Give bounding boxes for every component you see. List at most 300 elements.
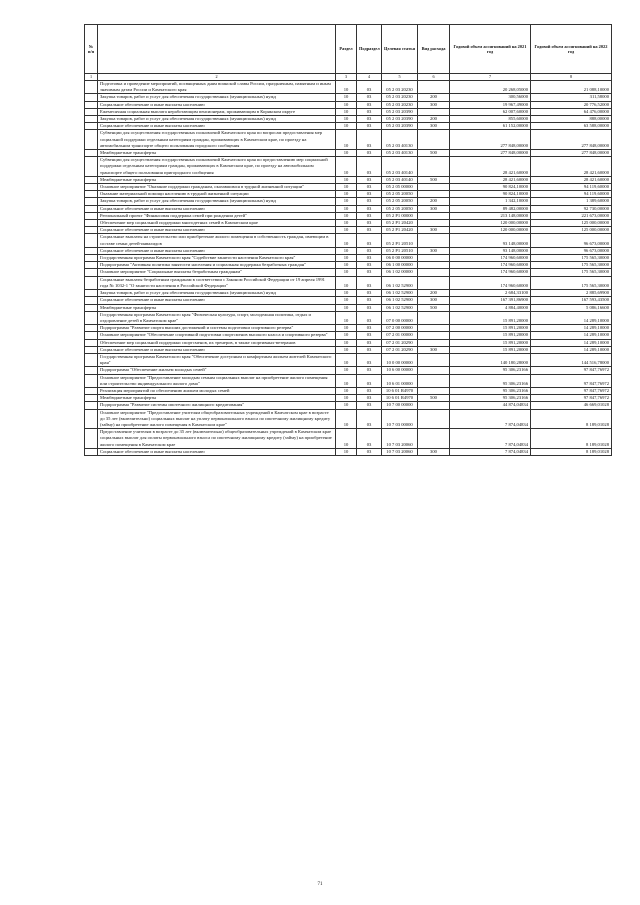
cell-num [85, 276, 98, 289]
cell-num [85, 116, 98, 123]
cell-r: 10 [336, 311, 357, 324]
cell-name: Закупка товаров, работ и услуг для обеспечения государственных (муниципальных) нужд [98, 198, 336, 205]
cell-b: 14 289,10000 [531, 346, 612, 353]
cell-v: 300 [418, 101, 450, 108]
colnum: 5 [382, 74, 418, 81]
cell-v [418, 212, 450, 219]
cell-t: 05 2 P1 00000 [382, 212, 418, 219]
cell-num [85, 339, 98, 346]
cell-b: 28 421,60000 [531, 157, 612, 177]
table-body [85, 81, 612, 456]
cell-p: 03 [357, 184, 382, 191]
cell-a: 44 874,04834 [450, 402, 531, 409]
table-row [85, 255, 612, 262]
cell-t: 05 2 P1 20420 [382, 220, 418, 227]
cell-num [85, 304, 98, 311]
cell-p: 03 [357, 130, 382, 150]
cell-p: 03 [357, 339, 382, 346]
cell-p: 03 [357, 101, 382, 108]
cell-a: 7 874,04834 [450, 448, 531, 455]
cell-t: 05 2 03 20230 [382, 81, 418, 94]
cell-a: 15 891,20000 [450, 325, 531, 332]
cell-b: 28 421,60000 [531, 176, 612, 183]
header-2022: Годовой объем ассигнований на 2022 год [531, 25, 612, 74]
cell-name: Социальное обеспечение и иные выплаты населению [98, 123, 336, 130]
table-row [85, 339, 612, 346]
table-row [85, 332, 612, 339]
cell-a: 93 148,00000 [450, 234, 531, 247]
colnum: 4 [357, 74, 382, 81]
table-row [85, 130, 612, 150]
cell-num [85, 262, 98, 269]
cell-name: Межбюджетные трансферты [98, 304, 336, 311]
table-row [85, 108, 612, 115]
cell-p: 03 [357, 290, 382, 297]
cell-t: 05 2 03 40140 [382, 176, 418, 183]
cell-r: 10 [336, 374, 357, 387]
cell-num [85, 101, 98, 108]
cell-r: 10 [336, 205, 357, 212]
cell-p: 03 [357, 395, 382, 402]
cell-a: 2 684,33100 [450, 290, 531, 297]
cell-p: 03 [357, 374, 382, 387]
table-row [85, 290, 612, 297]
cell-num [85, 234, 98, 247]
cell-t: 05 2 03 20390 [382, 116, 418, 123]
cell-a: 174 960,60000 [450, 269, 531, 276]
cell-t: 10 6 01 R4970 [382, 387, 418, 394]
cell-p: 03 [357, 94, 382, 101]
cell-b: 97 847,76972 [531, 387, 612, 394]
cell-p: 03 [357, 191, 382, 198]
cell-r: 10 [336, 304, 357, 311]
cell-t: 06 1 02 52900 [382, 297, 418, 304]
table-header-row [85, 25, 612, 74]
cell-v: 300 [418, 346, 450, 353]
cell-num [85, 130, 98, 150]
cell-name: Предоставление учителям в возрасте до 35 лет (включительно) общеобразовательных учреждений в Камчатском крае социальных выплат для оплаты первоначального взноса по ипотечному жилищному кредиту (займу) на приобретение жилого помещения в Камчатском крае [98, 429, 336, 449]
cell-name: Государственная программа Камчатского края "Содействие занятости населения Камчатского края" [98, 255, 336, 262]
table-row [85, 367, 612, 374]
cell-r: 10 [336, 123, 357, 130]
cell-num [85, 94, 98, 101]
cell-a: 174 960,60000 [450, 255, 531, 262]
cell-p: 03 [357, 220, 382, 227]
cell-num [85, 387, 98, 394]
cell-num [85, 325, 98, 332]
cell-name: Подпрограмма "Обеспечение жильем молодых семей" [98, 367, 336, 374]
colnum: 6 [418, 74, 450, 81]
cell-v: 200 [418, 94, 450, 101]
cell-num [85, 269, 98, 276]
cell-p: 03 [357, 247, 382, 254]
cell-b: 175 565,30000 [531, 269, 612, 276]
cell-r: 10 [336, 198, 357, 205]
cell-t: 10 7 03 20060 [382, 448, 418, 455]
cell-a: 15 891,20000 [450, 311, 531, 324]
cell-num [85, 191, 98, 198]
cell-t: 05 2 03 40140 [382, 157, 418, 177]
cell-name: Социальное обеспечение и иные выплаты населению [98, 247, 336, 254]
cell-a: 95 306,23166 [450, 374, 531, 387]
cell-r: 10 [336, 212, 357, 219]
cell-num [85, 198, 98, 205]
table-row [85, 212, 612, 219]
cell-t: 07 2 00 00000 [382, 325, 418, 332]
cell-name: Государственная программа Камчатского края "Физическая культура, спорт, молодежная политика, отдых и оздоровление детей в Камчатском крае" [98, 311, 336, 324]
cell-r: 10 [336, 367, 357, 374]
cell-name: Основное мероприятие "Предоставление молодым семьям социальных выплат на приобретение жилого помещения или строительство индивидуального жилого дома" [98, 374, 336, 387]
cell-t: 05 2 05 20050 [382, 205, 418, 212]
cell-a: 90 824,10000 [450, 184, 531, 191]
cell-b: 125 000,00000 [531, 227, 612, 234]
table-row [85, 247, 612, 254]
cell-p: 03 [357, 276, 382, 289]
cell-v [418, 332, 450, 339]
cell-r: 10 [336, 290, 357, 297]
cell-p: 03 [357, 325, 382, 332]
cell-name: Субвенции для осуществления государственных полномочий Камчатского края по предоставлению мер социальной поддержки отдельным категориям граждан, проживающих в Камчатском крае, по проезду на автомобильном транспорте общего пользования пригородного сообщения [98, 157, 336, 177]
cell-a: 15 891,20000 [450, 346, 531, 353]
cell-num [85, 81, 98, 94]
cell-name: Социальное обеспечение и иные выплаты населению [98, 205, 336, 212]
cell-v: 300 [418, 247, 450, 254]
cell-t: 05 2 P1 20510 [382, 247, 418, 254]
cell-p: 03 [357, 205, 382, 212]
cell-v [418, 130, 450, 150]
header-vid: Вид расхода [418, 25, 450, 74]
cell-name: Региональный проект "Финансовая поддержка семей при рождении детей" [98, 212, 336, 219]
cell-a: 174 960,60000 [450, 262, 531, 269]
cell-v [418, 325, 450, 332]
cell-v: 300 [418, 448, 450, 455]
cell-name: Ежемесячная социальная выплата неработающим пенсионерам, проживающим в Корякском округе [98, 108, 336, 115]
cell-a: 95 306,23166 [450, 367, 531, 374]
cell-t: 10 0 00 00000 [382, 353, 418, 366]
cell-t: 05 2 03 40130 [382, 150, 418, 157]
cell-num [85, 353, 98, 366]
cell-name: Социальные выплаты безработным гражданам в соответствии с Законом Российской Федерации от 19 апреля 1991 года № 1032-1 "О занятости населения в Российской Федерации" [98, 276, 336, 289]
cell-num [85, 227, 98, 234]
cell-p: 03 [357, 429, 382, 449]
cell-p: 03 [357, 157, 382, 177]
cell-r: 10 [336, 130, 357, 150]
cell-v [418, 255, 450, 262]
cell-a: 855,60000 [450, 116, 531, 123]
cell-name: Обеспечение мер социальной поддержки многодетных семей в Камчатском крае [98, 220, 336, 227]
cell-name: Социальное обеспечение и иные выплаты населению [98, 101, 336, 108]
cell-v: 500 [418, 395, 450, 402]
cell-p: 03 [357, 255, 382, 262]
cell-name: Социальное обеспечение и иные выплаты населению [98, 227, 336, 234]
cell-v [418, 81, 450, 94]
cell-b: 96 673,00000 [531, 247, 612, 254]
cell-p: 03 [357, 304, 382, 311]
cell-a: 1 342,10000 [450, 198, 531, 205]
cell-v [418, 409, 450, 429]
cell-b: 46 669,01028 [531, 402, 612, 409]
cell-p: 03 [357, 176, 382, 183]
cell-r: 10 [336, 191, 357, 198]
header-num: № п/п [85, 25, 98, 74]
cell-p: 03 [357, 116, 382, 123]
cell-r: 10 [336, 346, 357, 353]
cell-t: 07 2 01 20290 [382, 346, 418, 353]
cell-b: 5 086,16600 [531, 304, 612, 311]
cell-v [418, 262, 450, 269]
cell-a: 90 824,10000 [450, 191, 531, 198]
cell-t: 05 2 03 20390 [382, 123, 418, 130]
cell-v: 300 [418, 205, 450, 212]
cell-num [85, 176, 98, 183]
cell-t: 05 2 05 20050 [382, 198, 418, 205]
cell-b: 21 088,10000 [531, 81, 612, 94]
cell-a: 174 960,60000 [450, 276, 531, 289]
cell-name: Межбюджетные трансферты [98, 395, 336, 402]
cell-name: Социальные выплаты на строительство или приобретение жилого помещения в собственность граждан, имеющим в составе семьи детей-инвалидов [98, 234, 336, 247]
cell-r: 10 [336, 409, 357, 429]
cell-t: 10 6 00 00000 [382, 367, 418, 374]
cell-a: 120 000,00000 [450, 227, 531, 234]
table-row [85, 220, 612, 227]
cell-num [85, 108, 98, 115]
cell-p: 03 [357, 123, 382, 130]
cell-b: 175 565,30000 [531, 255, 612, 262]
cell-v [418, 220, 450, 227]
table-row [85, 157, 612, 177]
cell-r: 10 [336, 176, 357, 183]
cell-r: 10 [336, 101, 357, 108]
cell-p: 03 [357, 311, 382, 324]
cell-b: 125 000,00000 [531, 220, 612, 227]
table-row [85, 176, 612, 183]
cell-a: 20 268,05000 [450, 81, 531, 94]
cell-num [85, 212, 98, 219]
cell-num [85, 220, 98, 227]
table-row [85, 81, 612, 94]
table-row [85, 429, 612, 449]
cell-a: 277 848,00000 [450, 150, 531, 157]
cell-name: Межбюджетные трансферты [98, 176, 336, 183]
table-row [85, 402, 612, 409]
cell-r: 10 [336, 297, 357, 304]
cell-t: 06 1 00 00000 [382, 262, 418, 269]
cell-p: 03 [357, 212, 382, 219]
cell-b: 14 289,10000 [531, 311, 612, 324]
table-row [85, 198, 612, 205]
table-row [85, 227, 612, 234]
cell-name: Закупка товаров, работ и услуг для обеспечения государственных (муниципальных) нужд [98, 116, 336, 123]
table-row [85, 184, 612, 191]
cell-a: 120 000,00000 [450, 220, 531, 227]
cell-num [85, 402, 98, 409]
table-row [85, 269, 612, 276]
cell-r: 10 [336, 262, 357, 269]
cell-v: 300 [418, 297, 450, 304]
cell-b: 92 730,00000 [531, 205, 612, 212]
cell-v [418, 374, 450, 387]
cell-v [418, 234, 450, 247]
cell-p: 03 [357, 234, 382, 247]
cell-r: 10 [336, 81, 357, 94]
cell-r: 10 [336, 429, 357, 449]
header-razdel: Раздел [336, 25, 357, 74]
cell-r: 10 [336, 108, 357, 115]
cell-b: 8 189,01028 [531, 448, 612, 455]
table-row [85, 234, 612, 247]
cell-name: Государственная программа Камчатского края "Обеспечение доступным и комфортным жильем жителей Камчатского края" [98, 353, 336, 366]
cell-r: 10 [336, 255, 357, 262]
colnum: 8 [531, 74, 612, 81]
cell-p: 03 [357, 198, 382, 205]
table-row [85, 346, 612, 353]
cell-t: 05 2 03 20230 [382, 94, 418, 101]
cell-b: 63 588,00000 [531, 123, 612, 130]
table-row [85, 353, 612, 366]
cell-num [85, 311, 98, 324]
table-row [85, 304, 612, 311]
cell-p: 03 [357, 346, 382, 353]
cell-t: 10 7 03 20060 [382, 429, 418, 449]
cell-p: 03 [357, 387, 382, 394]
cell-v [418, 191, 450, 198]
table-row [85, 409, 612, 429]
cell-v: 500 [418, 304, 450, 311]
cell-num [85, 395, 98, 402]
cell-a: 61 152,00000 [450, 123, 531, 130]
cell-a: 4 884,40000 [450, 304, 531, 311]
cell-v: 200 [418, 290, 450, 297]
cell-t: 05 2 05 20050 [382, 191, 418, 198]
cell-r: 10 [336, 402, 357, 409]
cell-a: 15 891,20000 [450, 339, 531, 346]
cell-v: 300 [418, 123, 450, 130]
cell-num [85, 184, 98, 191]
cell-v [418, 157, 450, 177]
cell-r: 10 [336, 247, 357, 254]
cell-t: 05 2 P1 20510 [382, 234, 418, 247]
cell-b: 221 673,00000 [531, 212, 612, 219]
cell-name: Субвенции для осуществления государственных полномочий Камчатского края по вопросам предоставления мер социальной поддержки отдельным категориям граждан, проживающих в Камчатском крае, по проезду на автомобильном транспорте общего пользования городского сообщения [98, 130, 336, 150]
cell-p: 03 [357, 353, 382, 366]
cell-r: 10 [336, 339, 357, 346]
cell-b: 1 389,60000 [531, 198, 612, 205]
cell-t: 05 2 03 20230 [382, 101, 418, 108]
cell-a: 300,56000 [450, 94, 531, 101]
table-row [85, 297, 612, 304]
table-row [85, 395, 612, 402]
cell-r: 10 [336, 184, 357, 191]
cell-v [418, 339, 450, 346]
cell-a: 140 180,28000 [450, 353, 531, 366]
cell-b: 144 516,78000 [531, 353, 612, 366]
cell-a: 95 306,23166 [450, 387, 531, 394]
cell-b: 2 885,69900 [531, 290, 612, 297]
header-2021: Годовой объем ассигнований на 2021 год [450, 25, 531, 74]
cell-a: 213 148,00000 [450, 212, 531, 219]
cell-a: 277 848,00000 [450, 130, 531, 150]
cell-p: 03 [357, 332, 382, 339]
table-row [85, 205, 612, 212]
cell-p: 03 [357, 227, 382, 234]
cell-b: 94 119,60000 [531, 184, 612, 191]
cell-p: 03 [357, 81, 382, 94]
cell-name: Реализация мероприятий по обеспечению жильем молодых семей [98, 387, 336, 394]
table-row [85, 123, 612, 130]
cell-num [85, 332, 98, 339]
cell-t: 05 2 03 20390 [382, 108, 418, 115]
colnum: 7 [450, 74, 531, 81]
cell-r: 10 [336, 94, 357, 101]
cell-t: 06 1 02 52900 [382, 304, 418, 311]
cell-v [418, 311, 450, 324]
cell-b: 8 189,01028 [531, 409, 612, 429]
cell-b: 94 119,60000 [531, 191, 612, 198]
cell-t: 10 6 01 R4970 [382, 395, 418, 402]
cell-r: 10 [336, 395, 357, 402]
cell-name: Подпрограмма "Активная политика занятости населения и социальная поддержка безработных граждан" [98, 262, 336, 269]
cell-t: 07 2 01 20290 [382, 339, 418, 346]
cell-r: 10 [336, 325, 357, 332]
colnum: 2 [98, 74, 336, 81]
cell-num [85, 429, 98, 449]
cell-num [85, 157, 98, 177]
cell-v [418, 402, 450, 409]
cell-b: 175 565,30000 [531, 262, 612, 269]
cell-t: 10 6 01 00000 [382, 374, 418, 387]
cell-name: Межбюджетные трансферты [98, 150, 336, 157]
cell-t: 07 0 00 00000 [382, 311, 418, 324]
cell-p: 03 [357, 409, 382, 429]
cell-b: 64 476,00000 [531, 108, 612, 115]
cell-v [418, 184, 450, 191]
cell-p: 03 [357, 367, 382, 374]
cell-t: 06 0 00 00000 [382, 255, 418, 262]
cell-num [85, 205, 98, 212]
cell-r: 10 [336, 220, 357, 227]
cell-p: 03 [357, 297, 382, 304]
cell-b: 97 847,76972 [531, 374, 612, 387]
cell-a: 28 421,60000 [450, 157, 531, 177]
cell-v [418, 276, 450, 289]
cell-r: 10 [336, 387, 357, 394]
cell-name: Социальное обеспечение и иные выплаты населению [98, 346, 336, 353]
cell-b: 97 847,76972 [531, 395, 612, 402]
cell-a: 93 148,00000 [450, 247, 531, 254]
cell-a: 95 306,23166 [450, 395, 531, 402]
cell-num [85, 367, 98, 374]
table-row [85, 448, 612, 455]
cell-r: 10 [336, 332, 357, 339]
cell-t: 10 7 00 00000 [382, 402, 418, 409]
cell-t: 10 7 03 00000 [382, 409, 418, 429]
cell-p: 03 [357, 262, 382, 269]
cell-name: Закупка товаров, работ и услуг для обеспечения государственных (муниципальных) нужд [98, 94, 336, 101]
cell-a: 7 874,04834 [450, 409, 531, 429]
cell-b: 888,00000 [531, 116, 612, 123]
cell-name: Социальное обеспечение и иные выплаты населению [98, 448, 336, 455]
cell-num [85, 448, 98, 455]
cell-b: 20 776,52000 [531, 101, 612, 108]
cell-b: 277 848,00000 [531, 130, 612, 150]
cell-b: 167 593,43500 [531, 297, 612, 304]
cell-num [85, 297, 98, 304]
header-podrazdel: Подраздел [357, 25, 382, 74]
table-row [85, 101, 612, 108]
cell-r: 10 [336, 234, 357, 247]
table-row [85, 387, 612, 394]
cell-b: 8 189,01028 [531, 429, 612, 449]
